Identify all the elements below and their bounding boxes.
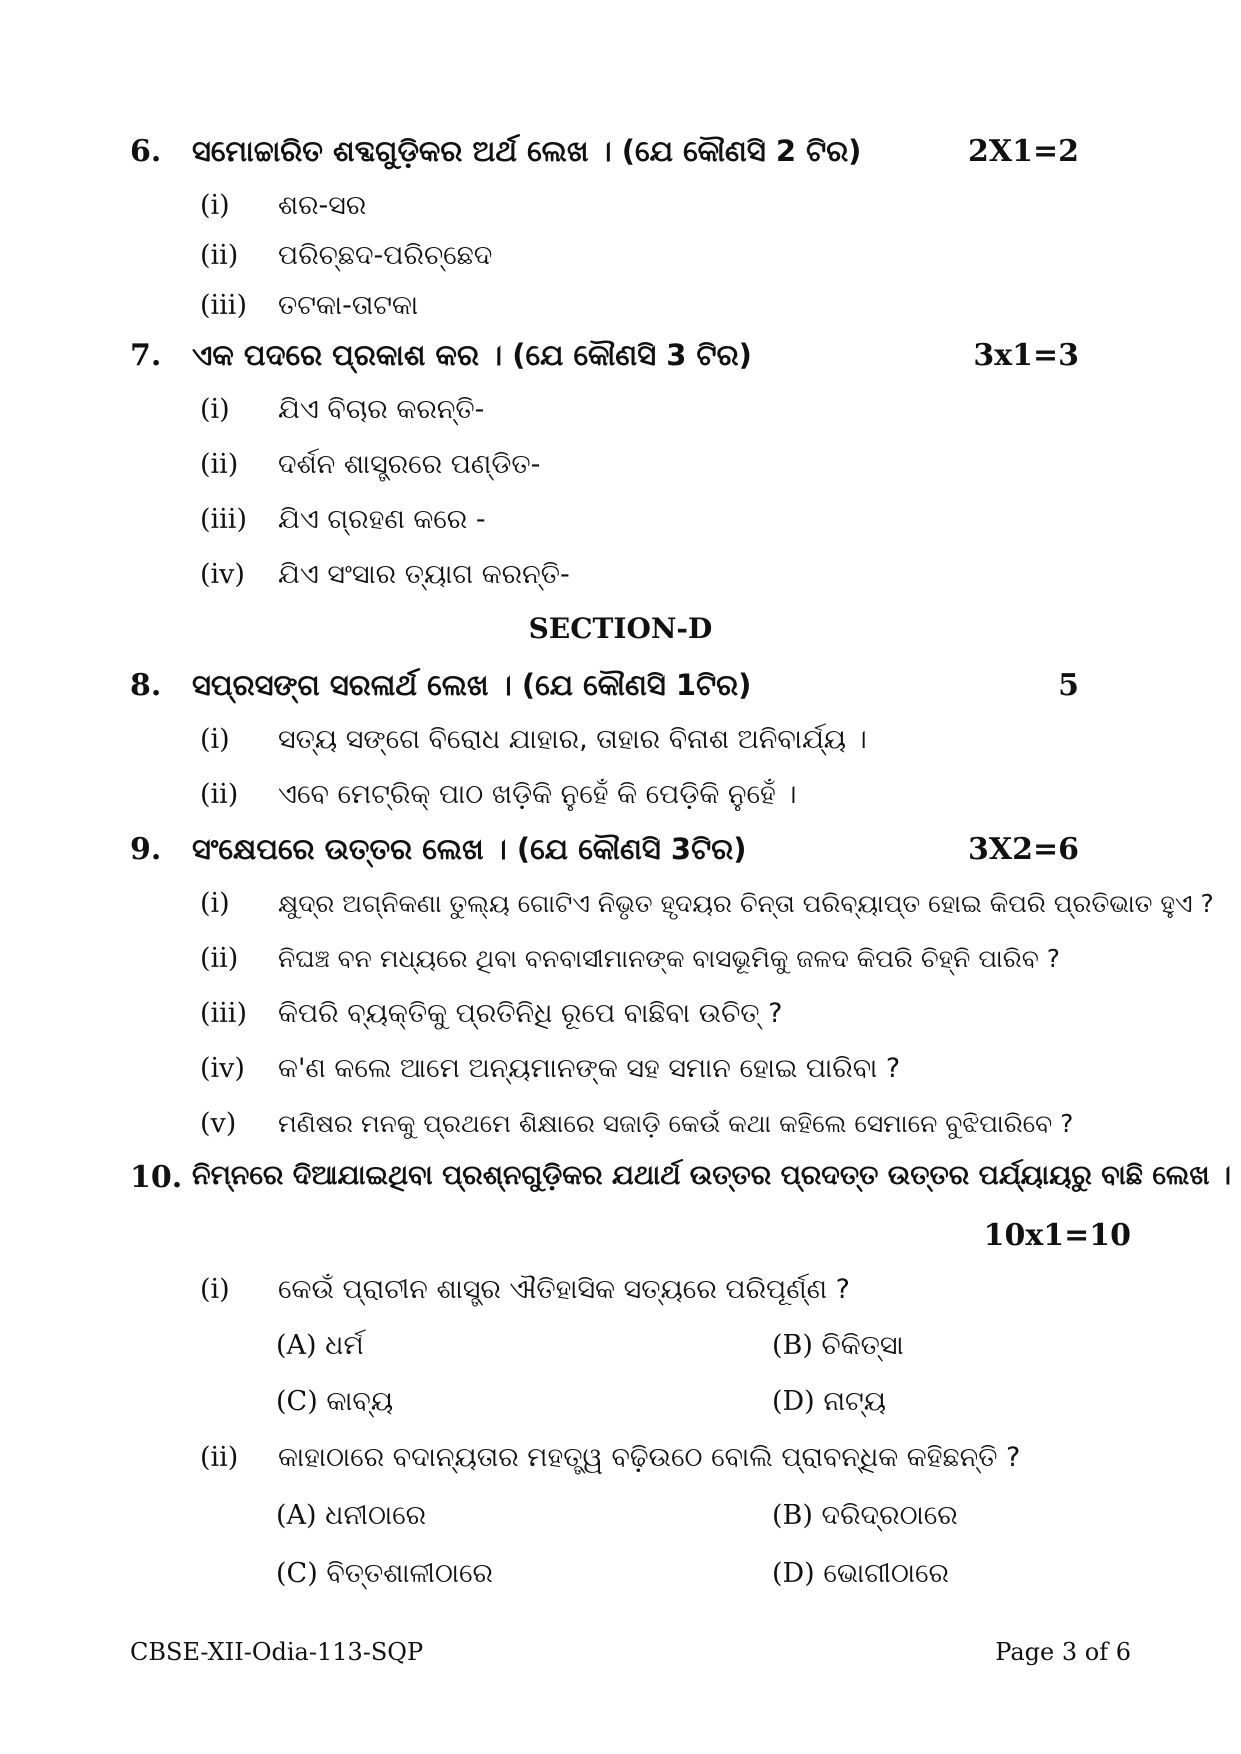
list-item: (iii) ତଟକା-ତାଟକା	[200, 290, 419, 321]
list-item: (iii) ଯିଏ ଗ୍ରହଣ କରେ -	[200, 504, 486, 535]
list-item: (i) କେଉଁ ପ୍ରାଚୀନ ଶାସ୍ତ୍ର ଐତିହାସିକ ସତ୍ୟରେ ପରିପୂର୍ଣ୍ଣ ?	[200, 1274, 850, 1305]
question-marks: 3X2=6	[967, 832, 1079, 867]
question-marks: 10x1=10	[983, 1218, 1131, 1253]
option-a: (A) ଧନୀଠାରେ	[276, 1500, 427, 1531]
list-item: (iv) ଯିଏ ସଂସାର ତ୍ୟାଗ କରନ୍ତି-	[200, 559, 570, 590]
option-b: (B) ଚିକିତ୍ସା	[772, 1330, 904, 1361]
footer-paper-code: CBSE-XII-Odia-113-SQP	[130, 1638, 424, 1666]
question-number: 8.	[130, 668, 162, 703]
footer-page-number: Page 3 of 6	[995, 1638, 1131, 1666]
question-text: ସପ୍ରସଙ୍ଗ ସରଳାର୍ଥ ଲେଖ । (ଯେ କୌଣସି 1ଟିର)	[192, 668, 752, 702]
list-item: (v) ମଣିଷର ମନକୁ ପ୍ରଥମେ ଶିକ୍ଷାରେ ସଜାଡ଼ି କେଉଁ କଥା କହିଲେ ସେମାନେ ବୁଝିପାରିବେ ?	[200, 1108, 1074, 1139]
question-text: ନିମ୍ନରେ ଦିଆଯାଇଥିବା ପ୍ରଶ୍ନଗୁଡ଼ିକର ଯଥାର୍ଥ ଉତ୍ତର ପ୍ରଦତ୍ତ ଉତ୍ତର ପର୍ଯ୍ୟାୟରୁ ବାଛି ଲେଖ ।	[192, 1160, 1232, 1191]
question-number: 7.	[130, 338, 162, 373]
list-item: (iv) କ'ଣ କଲେ ଆମେ ଅନ୍ୟମାନଙ୍କ ସହ ସମାନ ହୋଇ ପାରିବା ?	[200, 1053, 901, 1084]
option-d: (D) ଭୋଗୀଠାରେ	[772, 1558, 950, 1589]
list-item: (iii) କିପରି ବ୍ୟକ୍ତିକୁ ପ୍ରତିନିଧି ରୂପେ ବାଛିବା ଉଚିତ୍ ?	[200, 998, 783, 1029]
option-c: (C) କାବ୍ୟ	[276, 1386, 394, 1417]
list-item: (i) ସତ୍ୟ ସଙ୍ଗେ ବିରୋଧ ଯାହାର, ତାହାର ବିନାଶ ଅନିବାର୍ଯ୍ୟ ।	[200, 724, 867, 755]
list-item: (ii) ଏବେ ମେଟ୍ରିକ୍ ପାଠ ଖଡ଼ିକି ନୁହେଁ କି ପେଡ଼ିକି ନୁହେଁ ।	[200, 779, 797, 810]
question-text: ଏକ ପଦରେ ପ୍ରକାଶ କର । (ଯେ କୌଣସି 3 ଟିର)	[192, 338, 752, 372]
option-d: (D) ନାଟ୍ୟ	[772, 1386, 887, 1417]
question-marks: 3x1=3	[973, 338, 1079, 373]
option-b: (B) ଦରିଦ୍ରଠାରେ	[772, 1500, 958, 1531]
question-marks: 5	[1058, 668, 1079, 703]
question-number: 6.	[130, 134, 162, 169]
question-marks: 2X1=2	[967, 134, 1079, 169]
list-item: (ii) ଦର୍ଶନ ଶାସ୍ତ୍ରରେ ପଣ୍ଡିତ-	[200, 449, 541, 480]
list-item: (ii) କାହାଠାରେ ବଦାନ୍ୟତାର ମହତ୍ତ୍ୱ ବଢ଼ିଉଠେ ବୋଲି ପ୍ରାବନ୍ଧିକ କହିଛନ୍ତି ?	[200, 1442, 1021, 1473]
list-item: (ii) ନିଘଞ୍ଚ ବନ ମଧ୍ୟରେ ଥିବା ବନବାସୀମାନଙ୍କ ବାସଭୂମିକୁ ଜଳଦ କିପରି ଚିହ୍ନି ପାରିବ ?	[200, 943, 1060, 974]
option-c: (C) ବିତ୍ତଶାଳୀଠାରେ	[276, 1558, 494, 1589]
option-a: (A) ଧର୍ମ	[276, 1330, 364, 1361]
question-number: 9.	[130, 832, 162, 867]
list-item: (i) କ୍ଷୁଦ୍ର ଅଗ୍ନିକଣା ତୁଲ୍ୟ ଗୋଟିଏ ନିଭୃତ ହୃଦୟର ଚିନ୍ତା ପରିବ୍ୟାପ୍ତ ହୋଇ କିପରି ପ୍ରତିଭାତ ହୁଏ ?	[200, 888, 1214, 919]
question-number: 10.	[130, 1160, 183, 1195]
question-text: ସଂକ୍ଷେପରେ ଉତ୍ତର ଲେଖ । (ଯେ କୌଣସି 3ଟିର)	[192, 832, 747, 866]
list-item: (i) ଯିଏ ବିଚାର କରନ୍ତି-	[200, 394, 485, 425]
list-item: (ii) ପରିଚ୍ଛଦ-ପରିଚ୍ଛେଦ	[200, 240, 493, 271]
list-item: (i) ଶର-ସର	[200, 190, 367, 221]
section-heading: SECTION-D	[528, 612, 713, 645]
question-text: ସମୋଚ୍ଚାରିତ ଶବ୍ଦଗୁଡ଼ିକର ଅର୍ଥ ଲେଖ । (ଯେ କୌଣସି 2 ଟିର)	[192, 134, 862, 168]
